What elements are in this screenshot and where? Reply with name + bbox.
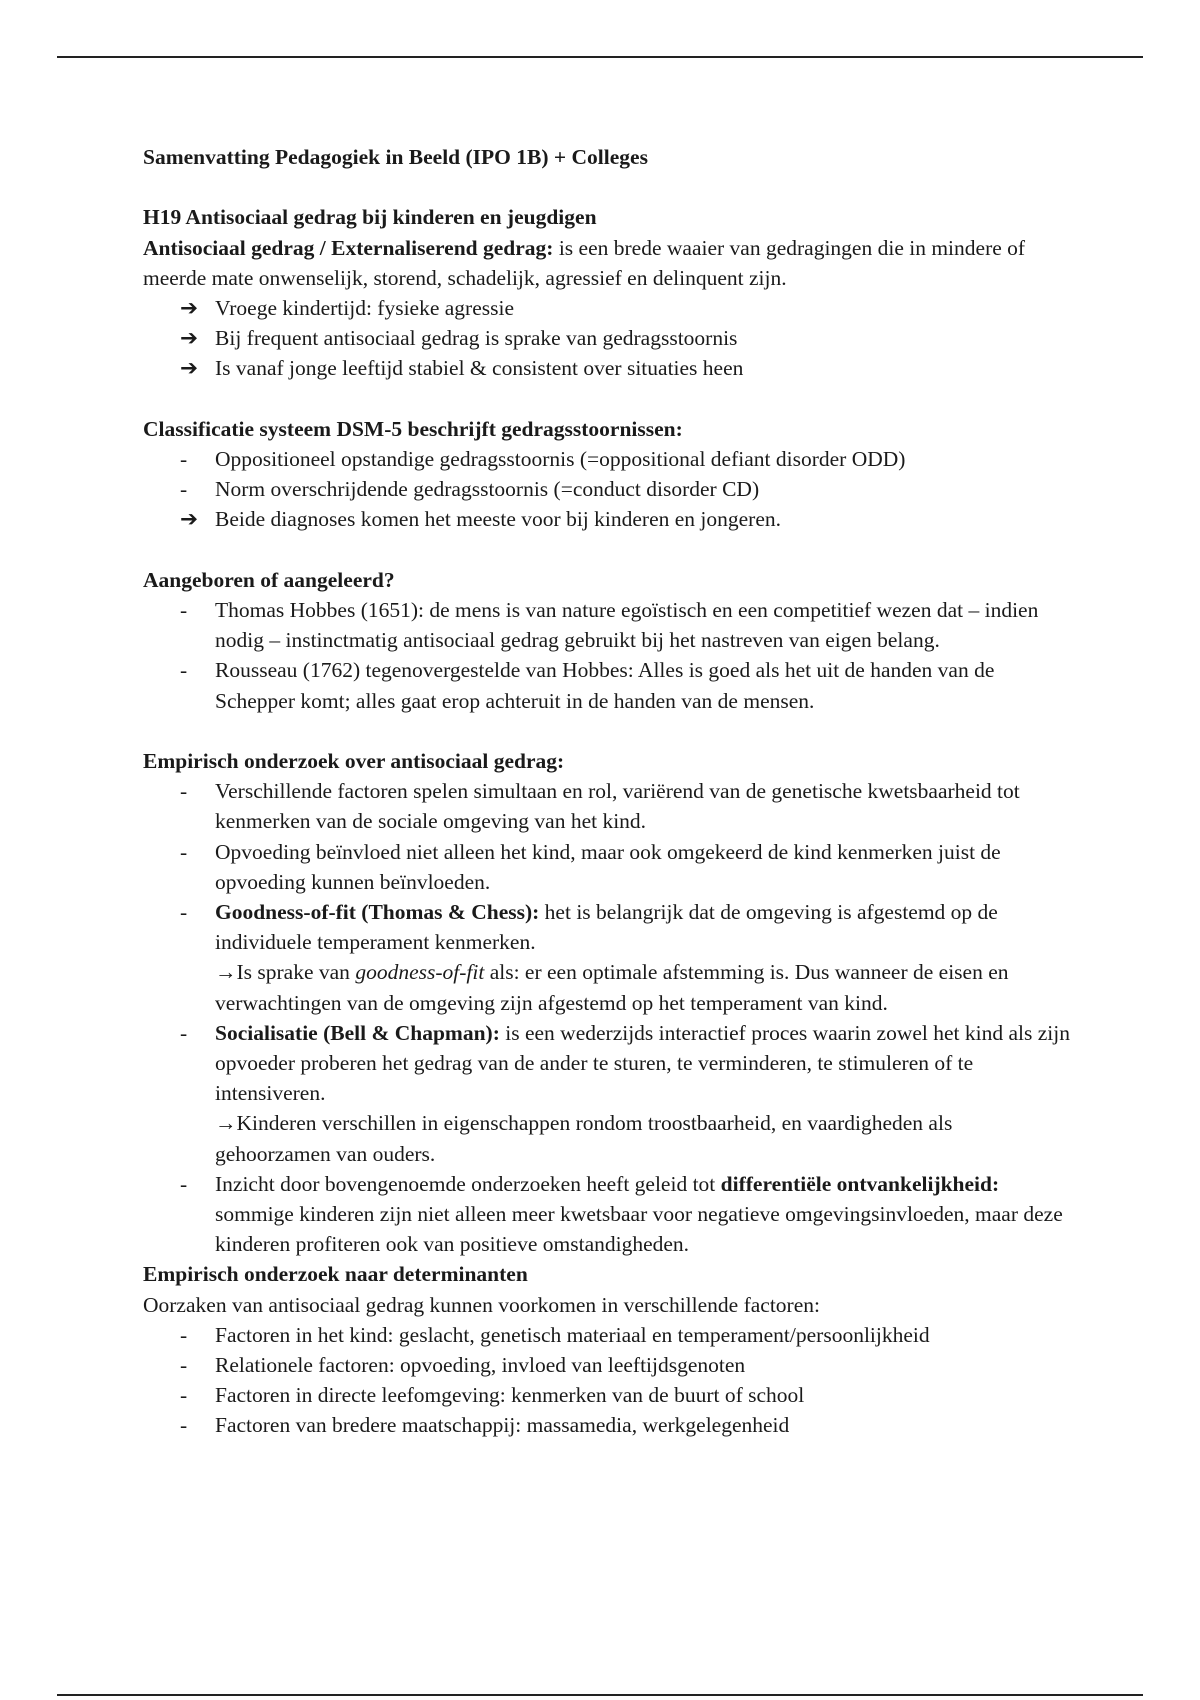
section-heading-dsm: Classificatie systeem DSM-5 beschrijft gedragsstoornissen: xyxy=(143,416,683,441)
determinants-intro: Oorzaken van antisociaal gedrag kunnen voorkomen in verschillende factoren: xyxy=(143,1292,820,1317)
dash-marker: - xyxy=(180,1413,188,1438)
dash-marker: - xyxy=(180,900,188,925)
chapter-heading: H19 Antisociaal gedrag bij kinderen en jeugdigen xyxy=(143,205,597,230)
dash-marker: - xyxy=(180,1020,188,1045)
dash-list xyxy=(143,776,1073,1259)
dash-marker: - xyxy=(180,1322,188,1347)
arrow-icon: ➔ xyxy=(180,356,199,381)
list-item: - Factoren in directe leefomgeving: kenmerken van de buurt of school xyxy=(143,1380,1073,1410)
section-heading-nature: Aangeboren of aangeleerd? xyxy=(143,567,395,592)
arrow-icon: ➔ xyxy=(180,507,199,532)
arrow-icon: ➔ xyxy=(180,326,199,351)
list-item: - Goodness-of-fit (Thomas & Chess): het is belangrijk dat de omgeving is afgestemd op de individuele temperament kenmerken. →Is sprake van goodness-of-fit als: er een optimale afstemming is. Dus wanneer de eisen en verwachtingen van de omgeving zijn afgestemd op het temperament van kind. xyxy=(143,897,1073,1018)
dash-marker: - xyxy=(180,658,188,683)
section-heading-empirical: Empirisch onderzoek over antisociaal gedrag: xyxy=(143,749,565,773)
document-title: Samenvatting Pedagogiek in Beeld (IPO 1B) + Colleges xyxy=(143,145,648,169)
dash-marker: - xyxy=(180,779,188,804)
list-item: - Norm overschrijdende gedragsstoornis (=conduct disorder CD) xyxy=(143,474,1073,504)
list-item: - Socialisatie (Bell & Chapman): is een wederzijds interactief proces waarin zowel het kind als zijn opvoeder proberen het gedrag van de ander te sturen, te verminderen, te stimuleren of te intensiveren. →Kinderen verschillen in eigenschappen rondom troostbaarheid, en vaardigheden als gehoorzamen van ouders. xyxy=(143,1018,1073,1169)
document-body xyxy=(143,142,1073,1441)
dash-list xyxy=(143,595,1073,716)
list-item: - Inzicht door bovengenoemde onderzoeken heeft geleid tot differentiële ontvankelijkheid: sommige kinderen zijn niet alleen meer kwetsbaar voor negatieve omgevingsinvloeden, maar deze kinderen profiteren ook van positieve omstandigheden. xyxy=(143,1169,1073,1260)
list-item: - Rousseau (1762) tegenovergestelde van Hobbes: Alles is goed als het uit de handen van de Schepper komt; alles gaat erop achteruit in de handen van de mensen. xyxy=(143,655,1073,715)
dash-marker: - xyxy=(180,447,188,471)
differentiele-ontvankelijkheid-term: differentiële ontvankelijkheid: xyxy=(720,1171,1000,1196)
dash-marker: - xyxy=(180,839,188,864)
dash-list xyxy=(143,1320,1073,1441)
arrow-list xyxy=(143,293,1073,384)
list-item: - Oppositioneel opstandige gedragsstoornis (=oppositional defiant disorder ODD) xyxy=(143,444,1073,474)
definition-text: is een brede waaier van gedragingen die in mindere of meerde mate onwenselijk, storend, schadelijk, agressief en delinquent zijn. xyxy=(143,235,1026,290)
list-item: - Thomas Hobbes (1651): de mens is van nature egoïstisch en een competitief wezen dat – indien nodig – instinctmatig antisociaal gedrag gebruikt bij het nastreven van eigen belang. xyxy=(143,595,1073,655)
arrow-icon: ➔ xyxy=(180,296,199,320)
list-item: - Relationele factoren: opvoeding, invloed van leeftijdsgenoten xyxy=(143,1350,1073,1380)
goodness-of-fit-term: Goodness-of-fit (Thomas & Chess): xyxy=(215,900,540,925)
list-item: - Factoren van bredere maatschappij: massamedia, werkgelegenheid xyxy=(143,1410,1073,1440)
section-heading-determinants: Empirisch onderzoek naar determinanten xyxy=(143,1262,528,1287)
list-item: ➔ Vroege kindertijd: fysieke agressie xyxy=(143,293,1073,323)
list-item: - Verschillende factoren spelen simultaan en rol, variërend van de genetische kwetsbaarheid tot kenmerken van de sociale omgeving van het kind. xyxy=(143,776,1073,836)
definition-term: Antisociaal gedrag / Externaliserend gedrag: xyxy=(143,235,554,260)
list-item: ➔ Bij frequent antisociaal gedrag is sprake van gedragsstoornis xyxy=(143,323,1073,353)
socialisatie-term: Socialisatie (Bell & Chapman): xyxy=(215,1020,500,1045)
list-item: ➔ Beide diagnoses komen het meeste voor bij kinderen en jongeren. xyxy=(143,504,1073,534)
dash-marker: - xyxy=(180,477,188,502)
dash-marker: - xyxy=(180,1171,188,1196)
footer-rule xyxy=(57,1694,1143,1696)
dash-marker: - xyxy=(180,1353,188,1378)
arrow-icon: → xyxy=(215,1111,237,1136)
dash-list xyxy=(143,444,1073,535)
arrow-icon: → xyxy=(215,960,237,985)
header-rule xyxy=(57,56,1143,58)
list-item: - Factoren in het kind: geslacht, genetisch materiaal en temperament/persoonlijkheid xyxy=(143,1320,1073,1350)
definition-paragraph xyxy=(143,233,1073,293)
list-item: ➔ Is vanaf jonge leeftijd stabiel & consistent over situaties heen xyxy=(143,353,1073,383)
list-item: - Opvoeding beïnvloed niet alleen het kind, maar ook omgekeerd de kind kenmerken juist de opvoeding kunnen beïnvloeden. xyxy=(143,837,1073,897)
dash-marker: - xyxy=(180,1383,188,1408)
dash-marker: - xyxy=(180,598,188,622)
